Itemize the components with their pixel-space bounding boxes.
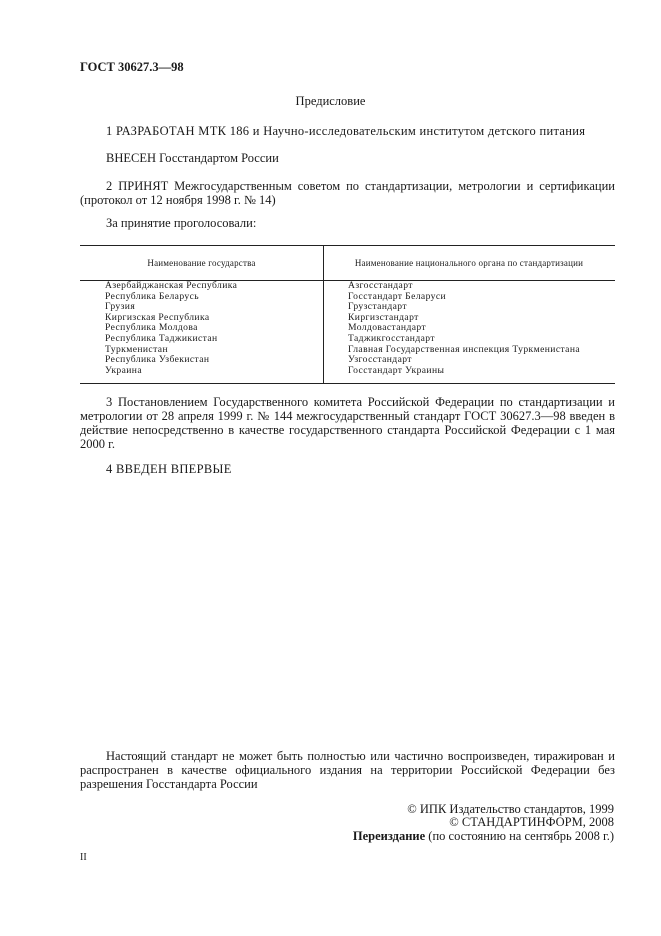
state-list: [105, 281, 237, 376]
imprint-line-2: © СТАНДАРТИНФОРМ, 2008: [449, 815, 614, 829]
table-cell-state: Республика Таджикистан: [105, 332, 218, 344]
reissue-line: [353, 829, 614, 843]
item-1-developed: 1 РАЗРАБОТАН МТК 186 и Научно-исследовательским институтом детского питания: [106, 124, 586, 138]
table-cell-state: Республика Узбекистан: [105, 354, 210, 366]
table-cell-body: Грузстандарт: [348, 301, 407, 313]
table-cell-state: Республика Молдова: [105, 322, 198, 334]
table-cell-state: Республика Беларусь: [105, 290, 200, 302]
table-cell-state: Украина: [105, 364, 142, 376]
reissue-label: Переиздание: [352, 829, 426, 843]
voting-table: [80, 245, 615, 384]
standard-id: ГОСТ 30627.3—98: [80, 60, 184, 74]
table-cell-body: Узгосстандарт: [348, 354, 412, 366]
item-4-introduced: 4 ВВЕДЕН ВПЕРВЫЕ: [106, 462, 232, 476]
table-cell-body: Киргизстандарт: [348, 311, 419, 323]
table-cell-state: Грузия: [105, 301, 136, 313]
page-title: Предисловие: [295, 94, 366, 108]
item-3-decree: 3 Постановлением Государственного комитета Российской Федерации по стандартизации и метрологии от 28 апреля 1999 г. № 144 межгосударственный стандарт ГОСТ 30627.3—98 введен в действие непосредственно в качестве государственного стандарта Российской Федерации с 1 мая 2000 г.: [80, 395, 615, 451]
table-cell-body: Госстандарт Украины: [348, 364, 445, 376]
imprint-line-1: © ИПК Издательство стандартов, 1999: [407, 802, 614, 816]
item-2-adopted: 2 ПРИНЯТ Межгосударственным советом по стандартизации, метрологии и сертификации (протокол от 12 ноября 1998 г. № 14): [80, 179, 615, 207]
item-1-submitted: ВНЕСЕН Госстандартом России: [106, 151, 279, 165]
table-header-state: Наименование государства: [147, 258, 256, 268]
copyright-notice: Настоящий стандарт не может быть полностью или частично воспроизведен, тиражирован и распространен в качестве официального издания на территории Российской Федерации без разрешения Госстандарта России: [80, 749, 615, 791]
table-cell-state: Туркменистан: [105, 343, 168, 355]
page-number: II: [80, 852, 87, 863]
reissue-note: (по состоянию на сентябрь 2008 г.): [425, 829, 614, 843]
table-cell-state: Киргизская Республика: [105, 311, 210, 323]
table-cell-state: Азербайджанская Республика: [105, 280, 238, 291]
table-cell-body: Госстандарт Беларуси: [348, 290, 447, 302]
table-cell-body: Таджикгосстандарт: [348, 332, 435, 344]
table-header-body: Наименование национального органа по стандартизации: [354, 258, 584, 268]
body-list: [348, 281, 580, 376]
table-cell-body: Азгосстандарт: [348, 280, 413, 291]
item-2-voted: За принятие проголосовали:: [106, 216, 257, 230]
table-cell-body: Молдовастандарт: [348, 322, 427, 334]
table-cell-body: Главная Государственная инспекция Туркменистана: [348, 343, 581, 355]
